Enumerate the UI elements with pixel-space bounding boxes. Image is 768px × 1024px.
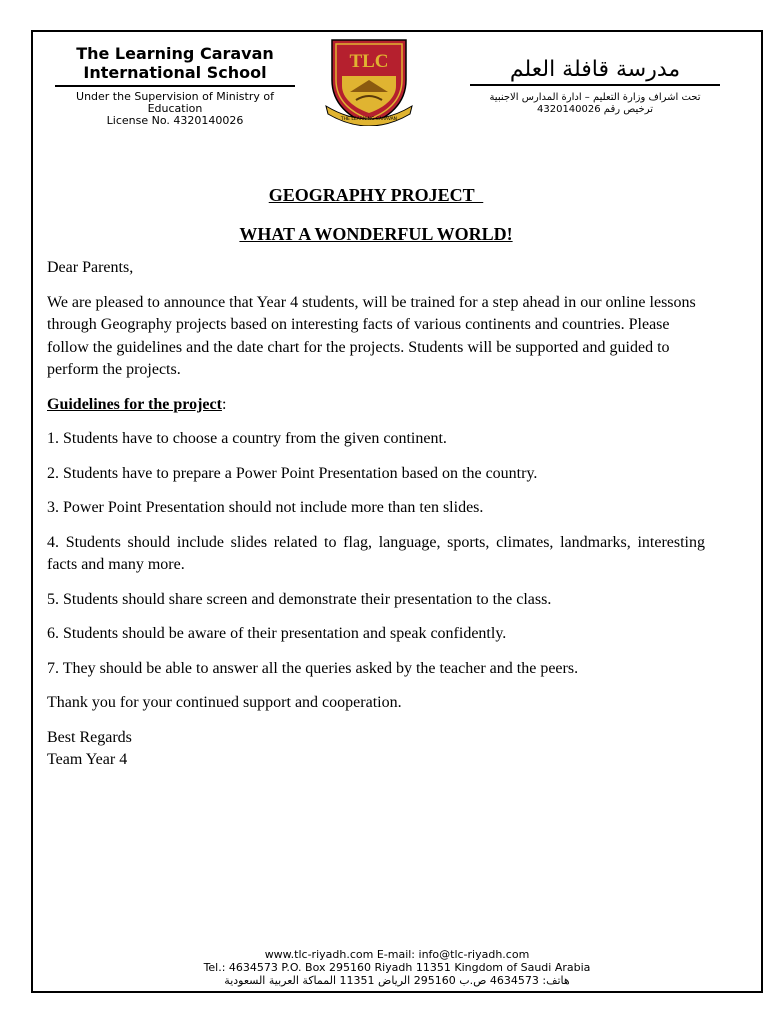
header-rule-right [470,84,720,86]
letter-body [47,178,705,772]
footer [33,948,761,987]
header-sub-english [55,91,295,127]
header-sub-arabic [470,92,720,128]
supervision-english: Under the Supervision of Ministry of Education [76,91,274,115]
signature: Team Year 4 [47,751,128,768]
supervision-arabic: تحت اشراف وزارة التعليم – ادارة المدارس الاجنبية [489,92,701,103]
logo-motto: THE LEARNING CARAVAN [340,117,398,122]
logo-text: TLC [349,51,389,72]
guideline-item: 2. Students have to prepare a Power Point Presentation based on the country. [47,464,538,482]
guideline-item: 1. Students have to choose a country from the given continent. [47,430,447,447]
school-logo [322,34,416,126]
footer-address-english: Tel.: 4634573 P.O. Box 295160 Riyadh 11351 Kingdom of Saudi Arabia [203,961,591,974]
license-arabic: ترخيص رقم 4320140026 [537,104,653,115]
thanks-line: Thank you for your continued support and cooperation. [47,694,402,711]
header-arabic [470,56,720,128]
guideline-item: 3. Power Point Presentation should not include more than ten slides. [47,499,484,516]
closing: Best Regards [47,728,132,746]
license-english: License No. 4320140026 [106,114,244,127]
letter-subtitle: WHAT A WONDERFUL WORLD! [239,223,513,244]
guidelines-colon: : [221,395,227,413]
guideline-item: 6. Students should be aware of their presentation and speak confidently. [47,625,507,642]
salutation: Dear Parents, [47,259,134,276]
footer-address-arabic: هاتف: 4634573 ص.ب 295160 الرياض 11351 المماكة العربية السعودية [224,974,570,987]
school-name-english: The Learning Caravan International School [76,44,274,82]
header-rule-left [55,85,295,87]
guideline-item: 5. Students should share screen and demonstrate their presentation to the class. [47,590,552,608]
guidelines-heading-line [47,394,705,417]
footer-web-email: www.tlc-riyadh.com E-mail: info@tlc-riyadh.com [264,948,530,961]
guidelines-heading: Guidelines for the project [47,395,222,413]
guideline-item: 7. They should be able to answer all the queries asked by the teacher and the peers. [47,659,579,677]
school-name-arabic: مدرسة قافلة العلم [509,57,681,82]
header-english [55,44,295,127]
guideline-item: 4. Students should include slides related to flag, language, sports, climates, landmarks, interesting facts and many more. [47,533,705,573]
letter-title: GEOGRAPHY PROJECT [268,185,484,205]
intro-paragraph: We are pleased to announce that Year 4 students, will be trained for a step ahead in our online lessons through Geography projects based on interesting facts of various continents and countries. Please follow the guidelines and the date chart for the projects. Students will be supported and guided to perform the projects. [47,293,696,378]
